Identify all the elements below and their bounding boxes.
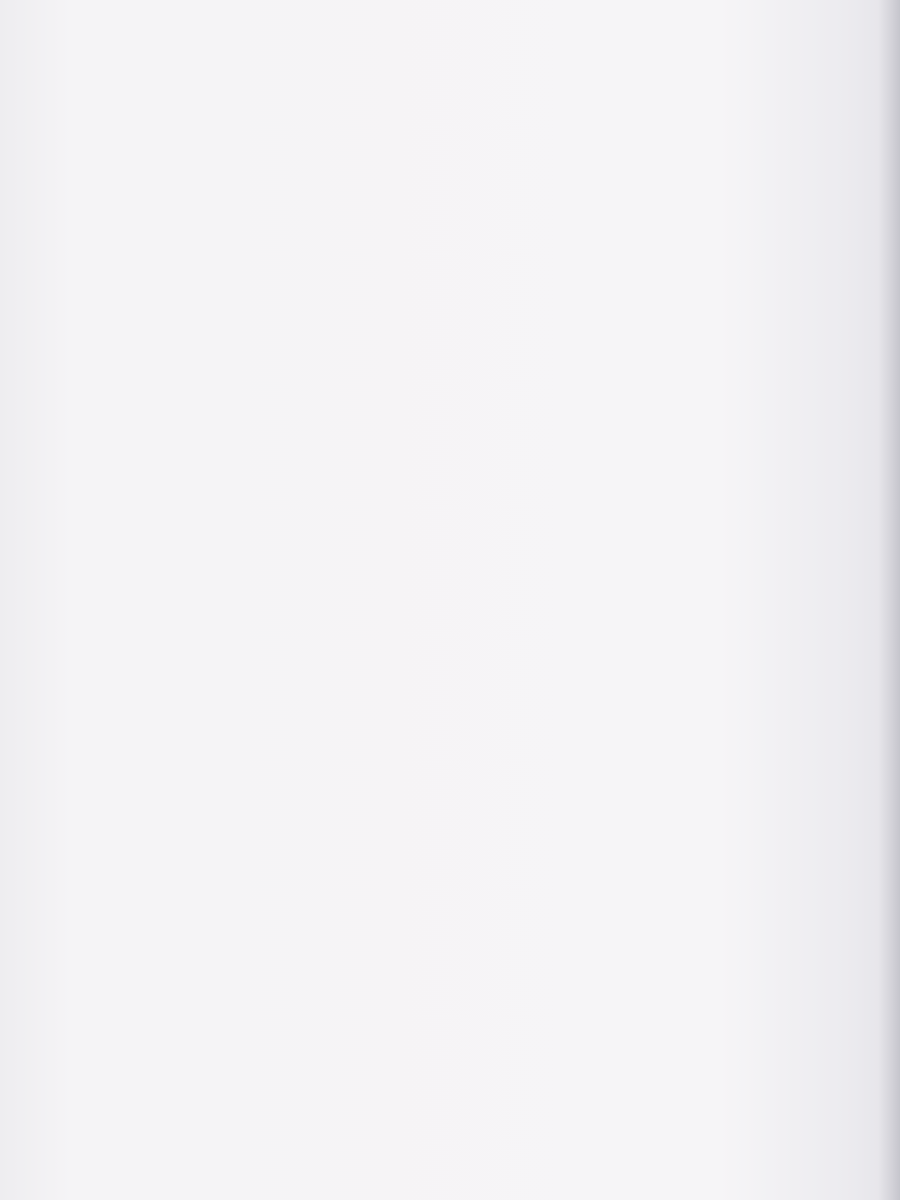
binding-shadow — [878, 0, 900, 1200]
